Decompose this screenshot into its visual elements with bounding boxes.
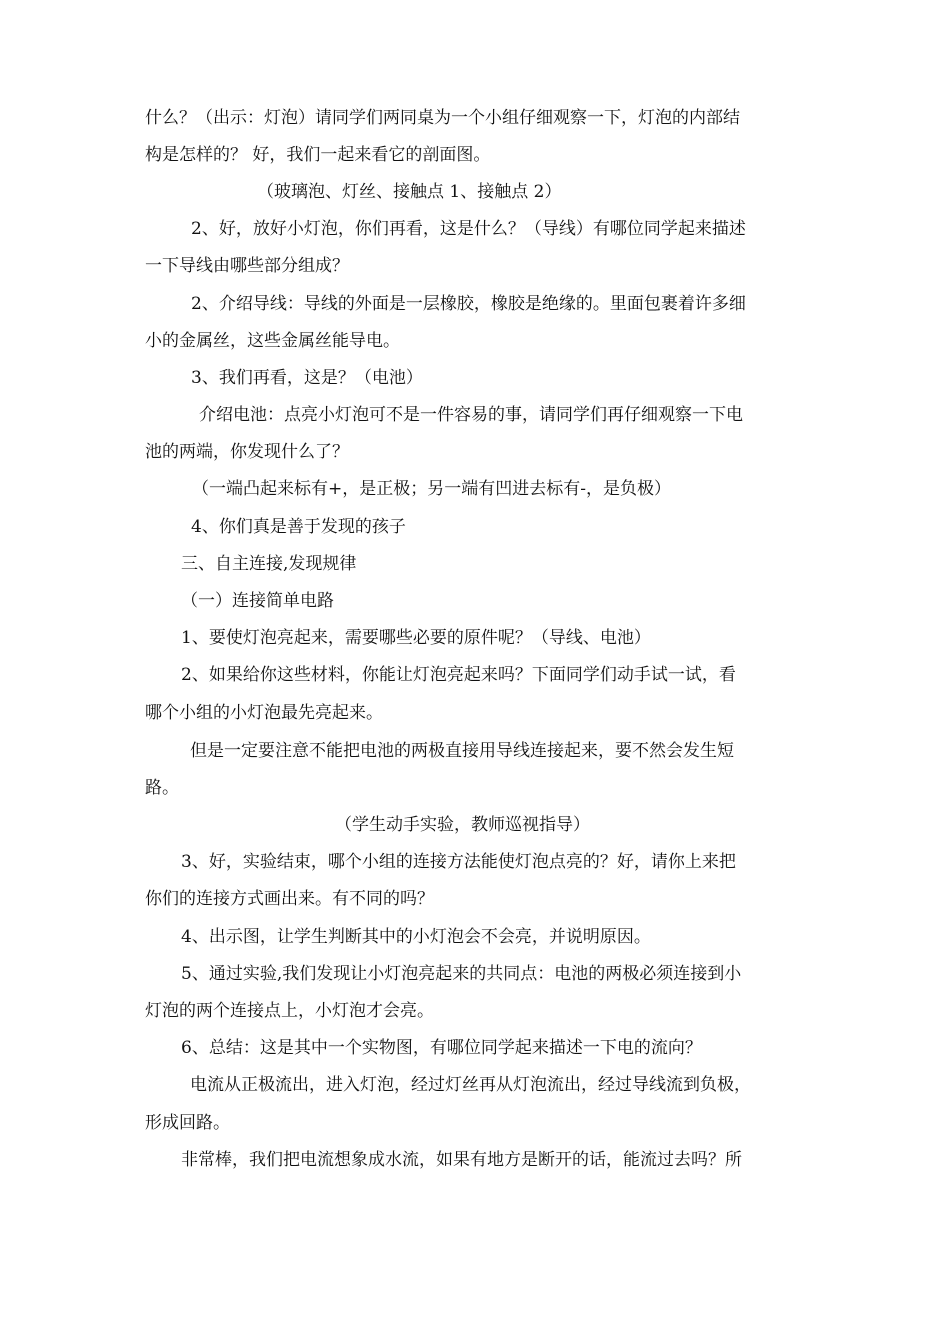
text-line: 6、总结：这是其中一个实物图，有哪位同学起来描述一下电的流向？ — [181, 1038, 702, 1058]
text-line: 路。 — [145, 778, 179, 798]
text-line: 1、要使灯泡亮起来，需要哪些必要的原件呢？（导线、电池） — [181, 628, 651, 648]
text-line: 4、你们真是善于发现的孩子 — [191, 517, 406, 537]
text-line: 非常棒，我们把电流想象成水流，如果有地方是断开的话，能流过去吗？所 — [181, 1150, 742, 1170]
text-line: 3、我们再看，这是？（电池） — [191, 368, 423, 388]
text-line: 4、出示图，让学生判断其中的小灯泡会不会亮，并说明原因。 — [181, 927, 651, 947]
text-line: 2、好，放好小灯泡，你们再看，这是什么？（导线）有哪位同学起来描述 — [191, 219, 746, 239]
text-line: 池的两端，你发现什么了？ — [145, 442, 349, 462]
text-line: （学生动手实验，教师巡视指导） — [335, 815, 590, 835]
text-line: 介绍电池：点亮小灯泡可不是一件容易的事，请同学们再仔细观察一下电 — [199, 405, 743, 425]
text-line: 2、介绍导线：导线的外面是一层橡胶，橡胶是绝缘的。里面包裹着许多细 — [191, 294, 746, 314]
text-line: 一下导线由哪些部分组成？ — [145, 256, 349, 276]
text-line: 3、好，实验结束，哪个小组的连接方法能使灯泡点亮的？好，请你上来把 — [181, 852, 736, 872]
text-line: 小的金属丝，这些金属丝能导电。 — [145, 331, 400, 351]
section-heading: 三、自主连接,发现规律 — [181, 554, 357, 574]
text-line: 形成回路。 — [145, 1113, 230, 1133]
text-line: 哪个小组的小灯泡最先亮起来。 — [145, 703, 383, 723]
text-line: 什么？（出示：灯泡）请同学们两同桌为一个小组仔细观察一下，灯泡的内部结 — [145, 108, 740, 128]
text-line: 电流从正极流出，进入灯泡，经过灯丝再从灯泡流出，经过导线流到负极， — [190, 1075, 751, 1095]
text-line: （一端凸起来标有+，是正极；另一端有凹进去标有-，是负极） — [192, 479, 671, 499]
text-line: 构是怎样的？ 好，我们一起来看它的剖面图。 — [145, 145, 491, 165]
text-line: 5、通过实验,我们发现让小灯泡亮起来的共同点：电池的两极必须连接到小 — [181, 964, 742, 984]
text-line: 2、如果给你这些材料，你能让灯泡亮起来吗？下面同学们动手试一试，看 — [181, 665, 736, 685]
text-line: 你们的连接方式画出来。有不同的吗？ — [145, 889, 434, 909]
text-line: （玻璃泡、灯丝、接触点 1、接触点 2） — [257, 182, 562, 202]
subsection-heading: （一）连接简单电路 — [181, 591, 334, 611]
text-line: 灯泡的两个连接点上，小灯泡才会亮。 — [145, 1001, 434, 1021]
text-line: 但是一定要注意不能把电池的两极直接用导线连接起来，要不然会发生短 — [190, 741, 734, 761]
